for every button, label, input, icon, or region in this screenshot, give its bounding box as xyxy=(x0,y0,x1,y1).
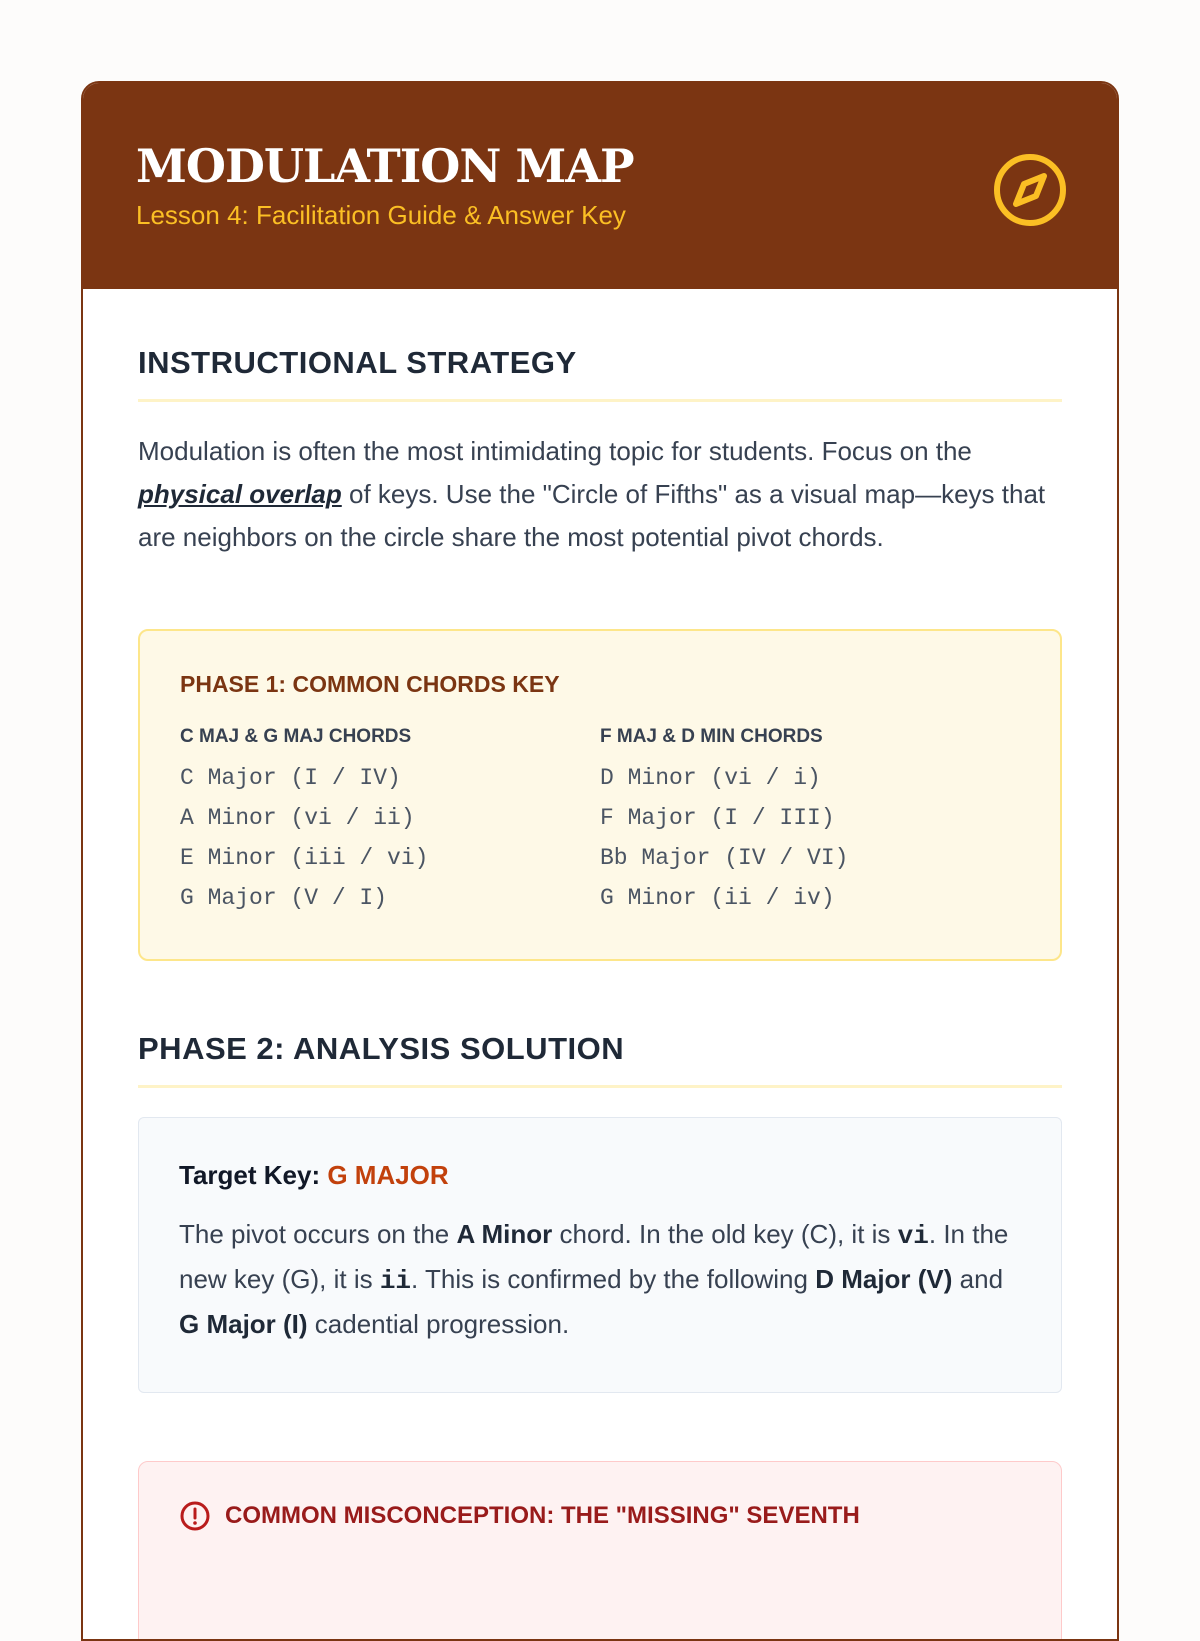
misconception-box xyxy=(138,1461,1062,1641)
misconception-header xyxy=(179,1500,1021,1532)
lesson-card xyxy=(81,81,1119,1641)
analysis-bold: G Major (I) xyxy=(179,1309,308,1339)
chord-column xyxy=(600,726,1020,918)
analysis-fragment: The pivot occurs on the xyxy=(179,1219,457,1249)
chord-column-heading: F MAJ & D MIN CHORDS xyxy=(600,726,823,747)
strategy-text xyxy=(138,430,1062,559)
analysis-roman-numeral: ii xyxy=(379,1266,412,1296)
target-key-label: Target Key: xyxy=(179,1160,321,1190)
phase1-title: PHASE 1: COMMON CHORDS KEY xyxy=(180,671,560,697)
chord-item: D Minor (vi / i) xyxy=(600,765,821,791)
chord-item: Bb Major (IV / VI) xyxy=(600,845,849,871)
alert-circle-icon xyxy=(179,1500,211,1532)
misconception-title: COMMON MISCONCEPTION: THE "MISSING" SEVENTH xyxy=(225,1502,860,1529)
analysis-bold: D Major (V) xyxy=(815,1264,953,1294)
analysis-fragment: and xyxy=(952,1264,1004,1294)
analysis-fragment: . This is confirmed by the following xyxy=(411,1264,816,1294)
phase2-heading: PHASE 2: ANALYSIS SOLUTION xyxy=(138,1031,1062,1088)
strategy-heading: INSTRUCTIONAL STRATEGY xyxy=(138,345,1062,402)
strategy-emphasis: physical overlap xyxy=(138,479,342,509)
analysis-fragment: cadential progression. xyxy=(307,1309,570,1339)
chord-item: G Major (V / I) xyxy=(180,885,388,911)
analysis-box xyxy=(138,1117,1062,1393)
page-title: MODULATION MAP xyxy=(136,139,634,193)
strategy-text-after: of keys. Use the "Circle of Fifths" as a visual map—keys that are neighbors on the circle share the most potential pivot chords. xyxy=(138,479,1046,552)
analysis-fragment: chord. In the old key (C), it is xyxy=(552,1219,898,1249)
chord-item: G Minor (ii / iv) xyxy=(600,885,835,911)
chord-item: E Minor (iii / vi) xyxy=(180,845,429,871)
analysis-fragment: . In the new key (G), it is xyxy=(179,1219,1009,1294)
analysis-roman-numeral: vi xyxy=(897,1221,929,1251)
analysis-bold: A Minor xyxy=(456,1219,553,1249)
chord-item: F Major (I / III) xyxy=(600,805,835,831)
chord-column-heading: C MAJ & G MAJ CHORDS xyxy=(180,726,412,747)
chord-item: C Major (I / IV) xyxy=(180,765,401,791)
compass-icon xyxy=(992,152,1068,228)
card-content xyxy=(83,289,1117,1641)
page-subtitle: Lesson 4: Facilitation Guide & Answer Key xyxy=(136,200,626,230)
phase1-box xyxy=(138,629,1062,961)
chord-columns xyxy=(180,726,1020,918)
strategy-text-before: Modulation is often the most intimidating topic for students. Focus on the xyxy=(138,436,972,466)
chord-column xyxy=(180,726,600,918)
analysis-text xyxy=(179,1213,1021,1346)
card-header xyxy=(83,83,1117,289)
chord-item: A Minor (vi / ii) xyxy=(180,805,415,831)
target-key-value: G MAJOR xyxy=(327,1160,449,1190)
target-key xyxy=(179,1160,1021,1191)
